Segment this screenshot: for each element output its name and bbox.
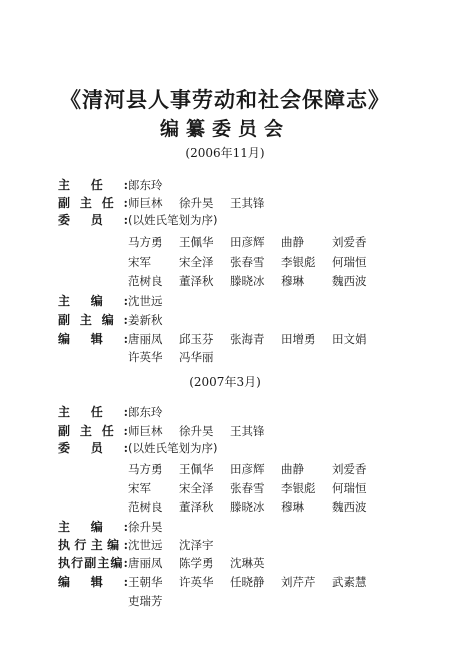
member-name: 宋全泽	[179, 481, 214, 495]
role-colon: :	[123, 294, 128, 308]
member-name: 宋全泽	[179, 255, 214, 269]
role-colon: :	[123, 405, 128, 419]
member-name: 沈世远	[128, 294, 163, 308]
member-name: 许英华	[179, 575, 214, 589]
member-name: 穆琳	[281, 500, 304, 514]
member-name: 田增勇	[281, 332, 316, 346]
member-names	[128, 535, 230, 555]
member-names	[128, 572, 383, 592]
committee-row	[0, 402, 450, 422]
member-name: 张春雪	[230, 255, 265, 269]
committee-row	[0, 271, 450, 291]
committee-row	[0, 210, 450, 230]
role-label: 执 行 主 编 :	[58, 535, 128, 555]
role-colon: :	[123, 520, 128, 534]
member-names	[128, 497, 383, 517]
member-names	[128, 310, 179, 330]
member-name: 王朝华	[128, 575, 163, 589]
member-name: 沈泽宇	[179, 538, 214, 552]
role-colon: :	[123, 196, 128, 210]
role-label: 编 辑 :	[58, 329, 128, 349]
committee-row	[0, 535, 450, 555]
member-name: 张海青	[230, 332, 265, 346]
member-name: 曲静	[281, 462, 304, 476]
member-name: 宋军	[128, 481, 151, 495]
member-name: 沈世远	[128, 538, 163, 552]
committee-row	[0, 497, 450, 517]
committee-row	[0, 459, 450, 479]
member-name: 陈学勇	[179, 556, 214, 570]
member-name: 王佩华	[179, 235, 214, 249]
committee-row	[0, 252, 450, 272]
member-name: 刘爱香	[332, 462, 367, 476]
member-name: 王其锋	[230, 424, 265, 438]
member-name: 魏西波	[332, 500, 367, 514]
committee-heading: 编纂委员会	[159, 118, 290, 140]
member-names	[128, 252, 383, 272]
role-label: 主 编 :	[58, 517, 128, 537]
member-name: 冯华丽	[179, 350, 214, 364]
member-name: 滕晓冰	[230, 500, 265, 514]
role-colon: :	[123, 441, 128, 455]
member-name: 曲静	[281, 235, 304, 249]
member-name: 范树良	[128, 500, 163, 514]
committee-row	[0, 291, 450, 311]
member-name: 滕晓冰	[230, 274, 265, 288]
role-label: 执 行 副 主 编 :	[58, 553, 128, 573]
member-name: 徐升昊	[179, 424, 214, 438]
member-names	[128, 478, 383, 498]
member-name: (以姓氏笔划为序)	[128, 213, 218, 227]
member-name: 郎东玲	[128, 178, 163, 192]
member-name: 邱玉芬	[179, 332, 214, 346]
member-name: 宋军	[128, 255, 151, 269]
member-name: 李银彪	[281, 255, 316, 269]
committee-row	[0, 175, 450, 195]
member-name: 刘芹芹	[281, 575, 316, 589]
member-name: 田彦辉	[230, 235, 265, 249]
section-date: (2006年11月)	[185, 146, 265, 160]
member-name: 师巨林	[128, 196, 163, 210]
member-name: 马方勇	[128, 235, 163, 249]
member-name: 师巨林	[128, 424, 163, 438]
member-names	[128, 402, 179, 422]
member-name: 许英华	[128, 350, 163, 364]
member-name: 张春雪	[230, 481, 265, 495]
role-label: 副 主 任 :	[58, 193, 128, 213]
member-names	[128, 232, 383, 252]
member-name: 沈琳英	[230, 556, 265, 570]
member-names	[128, 553, 281, 573]
committee-row	[0, 517, 450, 537]
member-name: 田文娟	[332, 332, 367, 346]
member-name: 王佩华	[179, 462, 214, 476]
member-name: 何瑞恒	[332, 255, 367, 269]
member-name: 徐升昊	[128, 520, 163, 534]
member-name: 穆琳	[281, 274, 304, 288]
member-name: 王其锋	[230, 196, 265, 210]
member-name: 田彦辉	[230, 462, 265, 476]
role-label: 委 员 :	[58, 210, 128, 230]
committee-row	[0, 478, 450, 498]
committee-row	[0, 232, 450, 252]
role-colon: :	[123, 332, 128, 346]
member-names	[128, 329, 383, 349]
committee-row	[0, 591, 450, 611]
member-names	[128, 210, 217, 230]
role-label: 副 主 任 :	[58, 421, 128, 441]
member-name: 任晓静	[230, 575, 265, 589]
member-name: 董泽秋	[179, 274, 214, 288]
committee-row	[0, 310, 450, 330]
member-name: 吏瑞芳	[128, 594, 163, 608]
role-colon: :	[123, 424, 128, 438]
member-names	[128, 517, 179, 537]
member-name: 徐升昊	[179, 196, 214, 210]
member-names	[128, 271, 383, 291]
role-label: 副 主 编 :	[58, 310, 128, 330]
role-colon: :	[123, 178, 128, 192]
member-names	[128, 591, 179, 611]
member-name: 刘爱香	[332, 235, 367, 249]
member-name: 唐丽凤	[128, 556, 163, 570]
member-names	[128, 175, 179, 195]
role-colon: :	[123, 213, 128, 227]
role-colon: :	[123, 313, 128, 327]
role-colon: :	[123, 575, 128, 589]
member-name: 魏西波	[332, 274, 367, 288]
member-name: 武素慧	[332, 575, 367, 589]
role-label: 主 任 :	[58, 402, 128, 422]
member-name: 姜新秋	[128, 313, 163, 327]
role-label: 委 员 :	[58, 438, 128, 458]
committee-row	[0, 347, 450, 367]
committee-row	[0, 572, 450, 592]
member-names	[128, 291, 179, 311]
committee-row	[0, 438, 450, 458]
member-names	[128, 438, 217, 458]
role-colon: :	[123, 556, 128, 570]
member-name: 董泽秋	[179, 500, 214, 514]
member-names	[128, 347, 230, 367]
role-colon: :	[123, 538, 128, 552]
member-name: 郎东玲	[128, 405, 163, 419]
document-title: 《清河县人事劳动和社会保障志》	[60, 87, 390, 112]
member-name: 唐丽凤	[128, 332, 163, 346]
role-label: 编 辑 :	[58, 572, 128, 592]
section-date: (2007年3月)	[189, 375, 261, 389]
member-name: 范树良	[128, 274, 163, 288]
member-name: 马方勇	[128, 462, 163, 476]
role-label: 主 任 :	[58, 175, 128, 195]
member-name: 李银彪	[281, 481, 316, 495]
member-name: (以姓氏笔划为序)	[128, 441, 218, 455]
committee-row	[0, 329, 450, 349]
member-names	[128, 459, 383, 479]
member-name: 何瑞恒	[332, 481, 367, 495]
committee-row	[0, 553, 450, 573]
role-label: 主 编 :	[58, 291, 128, 311]
